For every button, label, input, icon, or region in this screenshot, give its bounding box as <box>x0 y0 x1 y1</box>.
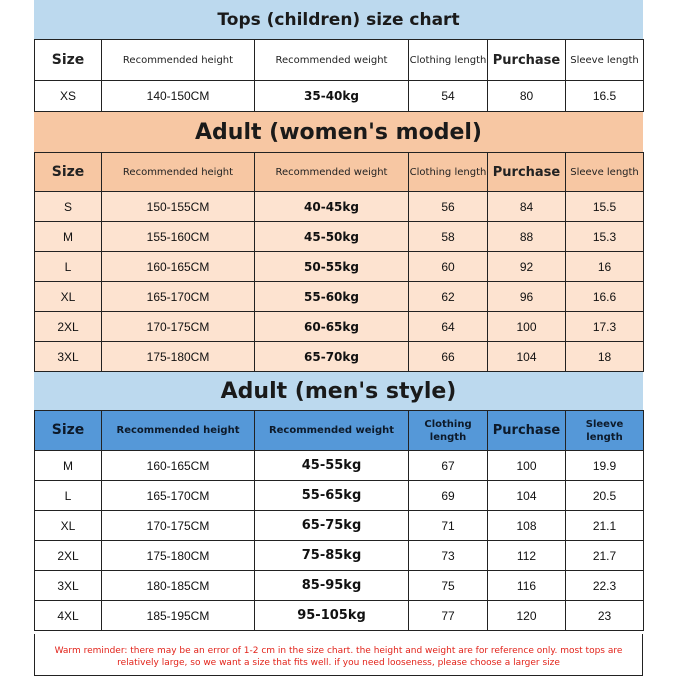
weight-cell: 85-95kg <box>255 571 409 601</box>
header-sleeve: Sleeve length <box>566 40 644 81</box>
size-cell: L <box>35 481 102 511</box>
header-purchase: Purchase <box>488 153 566 192</box>
weight-cell: 55-65kg <box>255 481 409 511</box>
length-cell: 71 <box>409 511 488 541</box>
length-cell: 77 <box>409 601 488 631</box>
purchase-cell: 92 <box>488 252 566 282</box>
header-sleeve: Sleeve length <box>566 153 644 192</box>
weight-cell: 65-75kg <box>255 511 409 541</box>
sleeve-cell: 21.1 <box>566 511 644 541</box>
weight-cell: 95-105kg <box>255 601 409 631</box>
length-cell: 60 <box>409 252 488 282</box>
sleeve-cell: 17.3 <box>566 312 644 342</box>
size-cell: 4XL <box>35 601 102 631</box>
size-cell: 2XL <box>35 312 102 342</box>
weight-cell: 60-65kg <box>255 312 409 342</box>
height-cell: 160-165CM <box>102 252 255 282</box>
size-cell: M <box>35 451 102 481</box>
table-row <box>35 342 644 372</box>
sleeve-cell: 16 <box>566 252 644 282</box>
men-chart-title: Adult (men's style) <box>34 372 643 410</box>
purchase-cell: 104 <box>488 481 566 511</box>
purchase-cell: 120 <box>488 601 566 631</box>
purchase-cell: 88 <box>488 222 566 252</box>
weight-cell: 50-55kg <box>255 252 409 282</box>
sleeve-cell: 16.5 <box>566 81 644 112</box>
sleeve-cell: 19.9 <box>566 451 644 481</box>
height-cell: 165-170CM <box>102 282 255 312</box>
size-cell: 3XL <box>35 571 102 601</box>
table-row <box>35 222 644 252</box>
weight-cell: 45-50kg <box>255 222 409 252</box>
length-cell: 75 <box>409 571 488 601</box>
size-cell: L <box>35 252 102 282</box>
height-cell: 150-155CM <box>102 192 255 222</box>
weight-cell: 55-60kg <box>255 282 409 312</box>
header-length: Clothing length <box>409 411 488 451</box>
table-row <box>35 282 644 312</box>
table-row <box>35 81 644 112</box>
header-weight: Recommended weight <box>255 411 409 451</box>
purchase-cell: 100 <box>488 451 566 481</box>
table-row <box>35 451 644 481</box>
table-row <box>35 312 644 342</box>
height-cell: 170-175CM <box>102 511 255 541</box>
header-height: Recommended height <box>102 411 255 451</box>
height-cell: 155-160CM <box>102 222 255 252</box>
table-row <box>35 481 644 511</box>
purchase-cell: 112 <box>488 541 566 571</box>
table-row <box>35 252 644 282</box>
header-size: Size <box>35 411 102 451</box>
length-cell: 67 <box>409 451 488 481</box>
women-chart-title: Adult (women's model) <box>34 112 643 152</box>
length-cell: 62 <box>409 282 488 312</box>
sleeve-cell: 20.5 <box>566 481 644 511</box>
sleeve-cell: 23 <box>566 601 644 631</box>
weight-cell: 75-85kg <box>255 541 409 571</box>
size-cell: XL <box>35 511 102 541</box>
weight-cell: 45-55kg <box>255 451 409 481</box>
header-weight: Recommended weight <box>255 40 409 81</box>
table-row <box>35 192 644 222</box>
children-size-table <box>34 39 644 112</box>
sleeve-cell: 16.6 <box>566 282 644 312</box>
height-cell: 180-185CM <box>102 571 255 601</box>
height-cell: 160-165CM <box>102 451 255 481</box>
size-cell: 3XL <box>35 342 102 372</box>
purchase-cell: 96 <box>488 282 566 312</box>
size-cell: S <box>35 192 102 222</box>
length-cell: 56 <box>409 192 488 222</box>
table-row <box>35 511 644 541</box>
weight-cell: 40-45kg <box>255 192 409 222</box>
length-cell: 69 <box>409 481 488 511</box>
size-cell: 2XL <box>35 541 102 571</box>
header-sleeve: Sleeve length <box>566 411 644 451</box>
table-header-row <box>35 153 644 192</box>
header-purchase: Purchase <box>488 411 566 451</box>
header-height: Recommended height <box>102 153 255 192</box>
purchase-cell: 100 <box>488 312 566 342</box>
header-length: Clothing length <box>409 153 488 192</box>
table-row <box>35 571 644 601</box>
length-cell: 66 <box>409 342 488 372</box>
table-row <box>35 601 644 631</box>
table-row <box>35 541 644 571</box>
header-weight: Recommended weight <box>255 153 409 192</box>
height-cell: 175-180CM <box>102 541 255 571</box>
weight-cell: 35-40kg <box>255 81 409 112</box>
purchase-cell: 108 <box>488 511 566 541</box>
purchase-cell: 84 <box>488 192 566 222</box>
header-length: Clothing length <box>409 40 488 81</box>
height-cell: 165-170CM <box>102 481 255 511</box>
sleeve-cell: 21.7 <box>566 541 644 571</box>
men-size-table <box>34 410 644 631</box>
sleeve-cell: 18 <box>566 342 644 372</box>
purchase-cell: 80 <box>488 81 566 112</box>
length-cell: 54 <box>409 81 488 112</box>
height-cell: 175-180CM <box>102 342 255 372</box>
size-cell: XS <box>35 81 102 112</box>
women-size-table <box>34 152 644 372</box>
length-cell: 73 <box>409 541 488 571</box>
length-cell: 58 <box>409 222 488 252</box>
height-cell: 185-195CM <box>102 601 255 631</box>
weight-cell: 65-70kg <box>255 342 409 372</box>
header-purchase: Purchase <box>488 40 566 81</box>
size-cell: XL <box>35 282 102 312</box>
size-cell: M <box>35 222 102 252</box>
sleeve-cell: 15.3 <box>566 222 644 252</box>
header-size: Size <box>35 153 102 192</box>
length-cell: 64 <box>409 312 488 342</box>
table-header-row <box>35 40 644 81</box>
children-chart-title: Tops (children) size chart <box>34 0 643 39</box>
sleeve-cell: 22.3 <box>566 571 644 601</box>
purchase-cell: 104 <box>488 342 566 372</box>
sleeve-cell: 15.5 <box>566 192 644 222</box>
height-cell: 170-175CM <box>102 312 255 342</box>
warm-reminder-note: Warm reminder: there may be an error of 1-2 cm in the size chart. the height and weight are for reference only. most tops are relatively large, so we want a size that fits well. if you need looseness, please choose a larger size <box>34 634 643 676</box>
header-size: Size <box>35 40 102 81</box>
header-height: Recommended height <box>102 40 255 81</box>
height-cell: 140-150CM <box>102 81 255 112</box>
size-chart <box>34 0 643 631</box>
purchase-cell: 116 <box>488 571 566 601</box>
table-header-row <box>35 411 644 451</box>
